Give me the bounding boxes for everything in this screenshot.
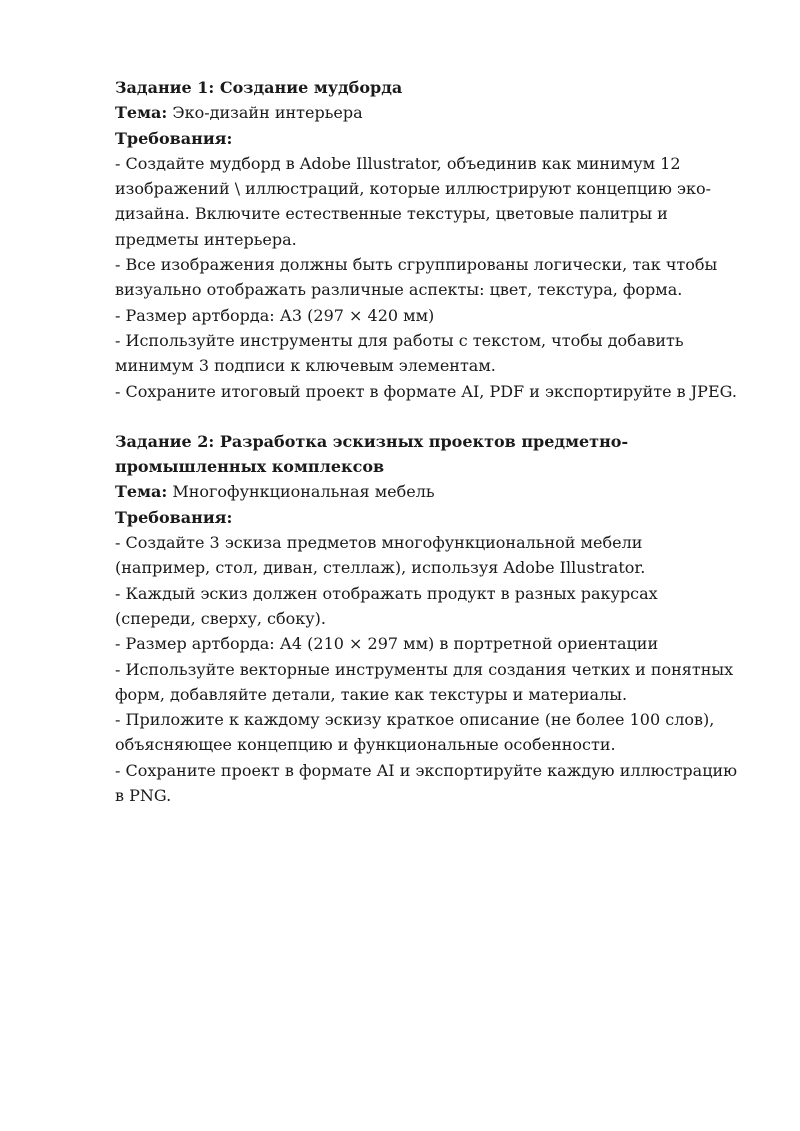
requirement-item: - Используйте инструменты для работы с текстом, чтобы добавить минимум 3 подписи к ключевым элементам. [115,330,684,376]
theme-value: Многофункциональная мебель [167,482,435,502]
requirements-label: Требования: [115,128,233,148]
requirement-item: - Создайте 3 эскиза предметов многофункциональной мебели (например, стол, диван, стеллаж), используя Adobe Illustrator. [115,533,646,578]
requirement-item: - Сохраните проект в формате AI и экспортируйте каждую иллюстрацию в PNG. [115,760,738,806]
task-title: Задание 2: Разработка эскизных проектов предметно-промышленных комплексов [115,431,629,477]
requirement-item: - Сохраните итоговый проект в формате AI, PDF и экспортируйте в JPEG. [115,381,737,401]
task-2 [115,429,740,808]
theme-value: Эко-дизайн интерьера [167,103,363,123]
task-theme [115,479,740,504]
requirement-item: - Размер артборда: А4 (210 × 297 мм) в портретной ориентации [115,634,659,654]
task-theme [115,100,740,125]
requirement-item: - Каждый эскиз должен отображать продукт в разных ракурсах (спереди, сверху, сбоку). [115,583,658,628]
requirement-item: - Приложите к каждому эскизу краткое описание (не более 100 слов), объясняющее концепцию и функциональные особенности. [115,710,715,755]
task-1 [115,75,740,404]
requirements-list [115,151,740,404]
requirement-item: - Создайте мудборд в Adobe Illustrator, объединив как минимум 12 изображений \ иллюстраций, которые иллюстрируют концепцию эко-дизайна. Включите естественные текстуры, цветовые палитры и предметы интерьера. [115,153,711,249]
requirement-item: - Все изображения должны быть сгруппированы логически, так чтобы визуально отображать различные аспекты: цвет, текстура, форма. [115,255,718,300]
requirement-item: - Размер артборда: А3 (297 × 420 мм) [115,305,435,325]
requirement-item: - Используйте векторные инструменты для создания четких и понятных форм, добавляйте детали, такие как текстуры и материалы. [115,659,734,704]
requirements-list [115,530,740,808]
requirements-label: Требования: [115,507,233,527]
task-title: Задание 1: Создание мудборда [115,78,403,97]
theme-label: Тема: [115,103,168,123]
theme-label: Тема: [115,482,168,502]
